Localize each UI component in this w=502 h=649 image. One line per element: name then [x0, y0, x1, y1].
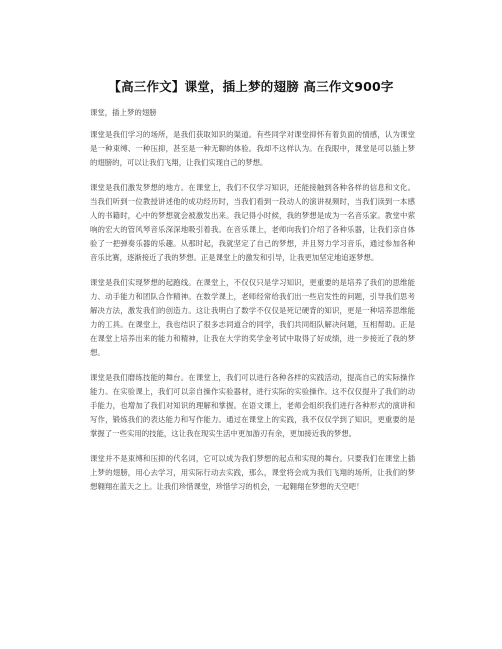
paragraph: 课堂是我们激发梦想的地方。在课堂上，我们不仅学习知识，还能接触到各种各样的信息和文化。当我们听到一位教授讲述他的成功经历时，当我们看到一段动人的演讲视频时，当我们读到一本感人的书籍时，心中的梦想就会被激发出来。我记得小时候，我的梦想是成为一名音乐家。教堂中萦响的宏大的管风琴音乐深深地吸引着我。在音乐课上，老师向我们介绍了各种乐器，让我们亲自体验了一把弹奏乐器的乐趣。从那时起，我就坚定了自己的梦想，并且努力学习音乐，通过参加各种音乐比赛，逐渐接近了我的梦想。正是课堂上的激发和引导，让我更加坚定地追逐梦想。 [90, 183, 415, 262]
paragraph: 课堂是我们实现梦想的起跑线。在课堂上，不仅仅只是学习知识，更重要的是培养了我们的思维能力、动手能力和团队合作精神。在数学课上，老师经常给我们出一些启发性的问题，引导我们思考解决方法，激发我们的创造力。这让我明白了数学不仅仅是死记硬背的知识，更是一种培养思维能力的工具。在课堂上，我也结识了很多志同道合的同学，我们共同组队解决问题，互相帮助。正是在课堂上培养出来的能力和精神，让我在大学的奖学金考试中取得了好成绩，进一步接近了我的梦想。 [90, 278, 415, 357]
paragraph: 课堂是我们磨练技能的舞台。在课堂上，我们可以进行各种各样的实践活动，提高自己的实际操作能力。在实验课上，我们可以亲自操作实验器材，进行实际的实验操作。这不仅仅提升了我们的动手能力，也增加了我们对知识的理解和掌握。在语文课上，老师会组织我们进行各种形式的演讲和写作，锻炼我们的表达能力和写作能力。通过在课堂上的实践，我不仅仅学到了知识，更重要的是掌握了一些实用的技能，这让我在现实生活中更加游刃有余，更加接近我的梦想。 [90, 373, 415, 438]
paragraph-subtitle: 课堂，插上梦的翅膀 [90, 108, 157, 117]
document-title: 【高三作文】课堂，插上梦的翅膀 高三作文900字 [108, 79, 394, 94]
paragraph: 课堂并不是束缚和压抑的代名词，它可以成为我们梦想的起点和实现的舞台。只要我们在课堂上插上梦的翅膀，用心去学习，用实际行动去实践，那么，课堂将会成为我们飞翔的场所，让我们的梦想翱翔在蓝天之上。让我们珍惜课堂，珍惜学习的机会，一起翱翔在梦想的天空吧！ [90, 454, 415, 491]
document-body [90, 106, 415, 505]
paragraph: 课堂是我们学习的场所，是我们获取知识的渠道。有些同学对课堂抑怀有着负面的情感，认为课堂是一种束缚、一种压抑，甚至是一种无聊的体验。我却不这样认为。在我眼中，课堂是可以插上梦的翅膀的，可以让我们飞翔，让我们实现自己的梦想。 [90, 130, 415, 167]
